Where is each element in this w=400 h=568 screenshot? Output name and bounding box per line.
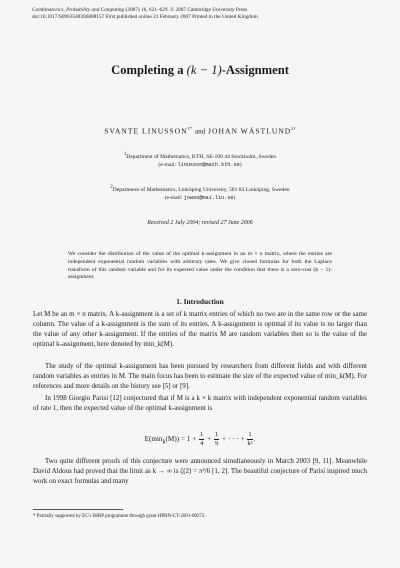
journal-header [32, 7, 372, 21]
formula-lhs2: (M)) = 1 + [165, 435, 198, 444]
title-suffix: -Assignment [221, 63, 289, 77]
email-link-2[interactable]: jowas@mai.liu.se [183, 194, 234, 201]
fraction-2: $\frac{1}{9}$ [214, 431, 219, 447]
title-prefix: Completing a [111, 63, 187, 77]
title-math: (k − 1) [186, 63, 222, 77]
journal-name: Combinatorics, Probability and Computing [32, 7, 125, 13]
paragraph-3: In 1998 Giorgio Parisi [12] conjectured that if M is a k × k matrix with independent exponential random variables of rate 1, then the expected value of the optimal k-assignment is [33, 394, 367, 413]
formula-sub: k [162, 439, 166, 446]
fraction-3: $\frac{1}{\text{k²}}$ [247, 431, 253, 447]
abstract: We consider the distribution of the value of the optimal k-assignment in an m × n matrix, where the entries are independent exponential random variables with arbitrary rates. We give closed formulas for both the Laplace transform of this random variable and for its expected value under the condition that there is a zero-cost (k − 1)-assignment. [68, 251, 332, 281]
formula-end: . [253, 435, 256, 444]
affiliation-2-text: Department of Mathematics, Linköping University, 581 83 Linköping, Sweden [112, 186, 290, 193]
email-suffix: ) [233, 194, 236, 201]
email-link-1[interactable]: linusson@math.kth.se [177, 161, 240, 168]
journal-citation: (2007) 16, 621–629. © 2007 Cambridge University Press [124, 7, 248, 13]
doi-line: doi:10.1017/S0963548306008157 First published online 21 February 2007 Printed in the United Kingdom [32, 14, 258, 20]
parisi-formula [0, 431, 400, 448]
affiliation-2 [0, 184, 400, 202]
footnote-rule [33, 509, 123, 510]
email-prefix: (e-mail: [164, 194, 184, 201]
affiliation-1-text: Department of Mathematics, KTH, SE-100 44 Stockholm, Sweden [126, 153, 277, 160]
paper-title [0, 63, 400, 78]
paragraph-1: Let M be an m × n matrix. A k-assignment is a set of k matrix entries of which no two are in the same row or the same column. The value of a k-assignment is the sum of its entries. A k-assignment is optimal if its value is no larger than the value of any other k-assignment. If the entries of the matrix M are random variables then so is the value of the optimal k-assignment, here denoted by min_k(M). [33, 310, 367, 349]
received-dates: Received 2 July 2004; revised 27 June 2006 [147, 220, 253, 226]
fraction-1: $\frac{1}{4}$ [200, 431, 204, 447]
email-prefix: (e-mail: [158, 161, 178, 168]
author-2: JOHAN WÄSTLUND [208, 126, 292, 136]
author-2-sup: 2† [291, 126, 296, 131]
formula-lhs: E(min [144, 435, 163, 444]
author-1-sup: 1* [187, 126, 193, 131]
paragraph-4: Two quite different proofs of this conjecture were announced simultaneously in March 2003 [9, 11]. Meanwhile David Aldous had proved that the limit as k → ∞ is ζ(2) = π²/6 [1, 2]. The beautiful conjecture of Parisi inspired much work on exact formulas and many [33, 457, 367, 486]
author-list [0, 126, 400, 136]
affiliation-2-sup: 2 [110, 185, 113, 190]
affiliation-1-sup: 1 [123, 152, 127, 157]
email-suffix: ) [239, 161, 242, 168]
affiliation-1 [0, 151, 400, 169]
author-and: and [195, 127, 206, 136]
formula-dots: + · · · + [220, 435, 247, 444]
formula-plus: + [205, 435, 213, 444]
section-heading: 1. Introduction [176, 297, 224, 306]
footnote: * Partially supported by EC's IHRP programme through grant HPRN-CT-2001-00272. [33, 514, 206, 519]
author-1: SVANTE LINUSSON [104, 126, 188, 136]
paragraph-2: The study of the optimal k-assignment has been pursued by researchers from different fields and with different random variables as entries in M. The main focus has been to estimate the size of the expected value of min_k(M). For references and more details on the history see [5] or [9]. [33, 362, 367, 391]
